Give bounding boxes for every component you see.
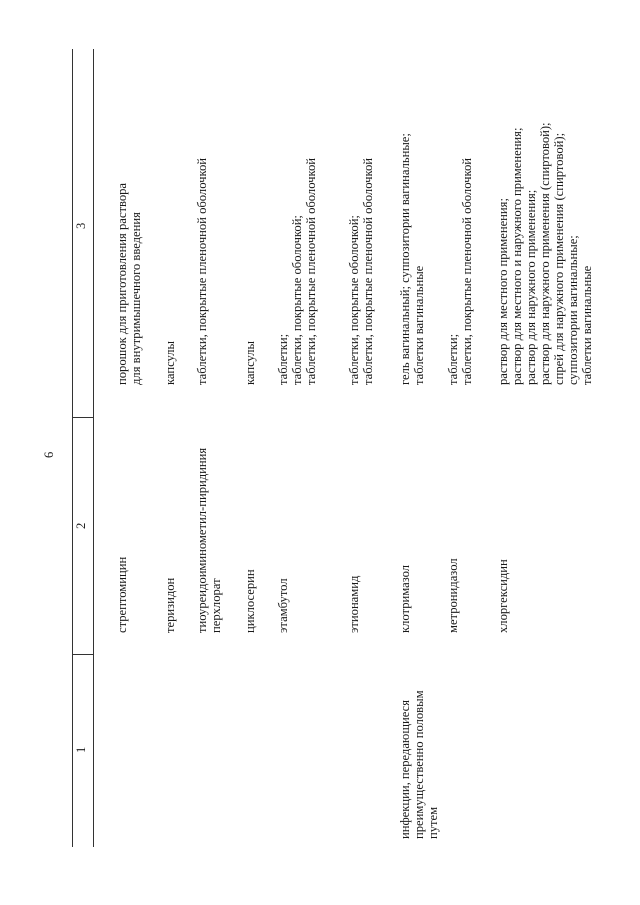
drug-name: хлоргексидин bbox=[496, 559, 510, 633]
column-header-1: 1 bbox=[74, 746, 88, 753]
page-number: 6 bbox=[42, 451, 56, 458]
dosage-form: спрей для наружного применения (спиртовой); bbox=[552, 132, 566, 385]
drug-name: теризидон bbox=[163, 577, 177, 633]
dosage-form: таблетки; bbox=[446, 333, 460, 385]
column-header-2: 2 bbox=[74, 522, 88, 529]
dosage-form: капсулы bbox=[163, 340, 177, 385]
dosage-form: гель вагинальный; суппозитории вагинальные; bbox=[398, 133, 412, 385]
dosage-form: таблетки, покрытые пленочной оболочкой bbox=[460, 157, 474, 385]
drug-name: этионамид bbox=[347, 575, 361, 633]
dosage-form: раствор для наружного применения; bbox=[524, 189, 538, 385]
column-header-3: 3 bbox=[74, 222, 88, 229]
drug-name: клотримазол bbox=[398, 564, 412, 633]
dosage-form: таблетки вагинальные bbox=[580, 265, 594, 385]
drug-name: метронидазол bbox=[446, 558, 460, 633]
drug-name: перхлорат bbox=[209, 578, 223, 633]
category-label-line1: инфекции, передающиеся bbox=[398, 699, 412, 839]
drug-name: тиоуреидоиминометил-пиридиния bbox=[195, 447, 209, 633]
dosage-form: таблетки, покрытые оболочкой; bbox=[347, 215, 361, 385]
dosage-form: суппозитории вагинальные; bbox=[566, 235, 580, 385]
header-row-border bbox=[93, 49, 94, 847]
table-top-border bbox=[72, 49, 73, 847]
dosage-form: раствор для местного и наружного применения; bbox=[510, 127, 524, 385]
dosage-form: раствор для местного применения; bbox=[496, 198, 510, 385]
dosage-form: раствор для наружного применения (спиртовой); bbox=[538, 122, 552, 385]
drug-name: этамбутол bbox=[276, 578, 290, 633]
dosage-form: таблетки, покрытые пленочной оболочкой bbox=[304, 157, 318, 385]
dosage-form: порошок для приготовления раствора bbox=[115, 182, 129, 385]
dosage-form: таблетки, покрытые оболочкой; bbox=[290, 215, 304, 385]
dosage-form: для внутримышечного введения bbox=[129, 212, 143, 385]
drug-name: циклосерин bbox=[243, 569, 257, 633]
category-label-line3: путем bbox=[426, 806, 440, 839]
column-divider-2 bbox=[72, 417, 94, 418]
dosage-form: таблетки; bbox=[276, 333, 290, 385]
dosage-form: таблетки, покрытые пленочной оболочкой bbox=[195, 157, 209, 385]
drug-name: стрептомицин bbox=[115, 556, 129, 633]
dosage-form: таблетки вагинальные bbox=[412, 265, 426, 385]
column-divider-1 bbox=[72, 654, 94, 655]
category-label-line2: преимущественно половым bbox=[412, 690, 426, 839]
dosage-form: капсулы bbox=[243, 340, 257, 385]
dosage-form: таблетки, покрытые пленочной оболочкой bbox=[361, 157, 375, 385]
